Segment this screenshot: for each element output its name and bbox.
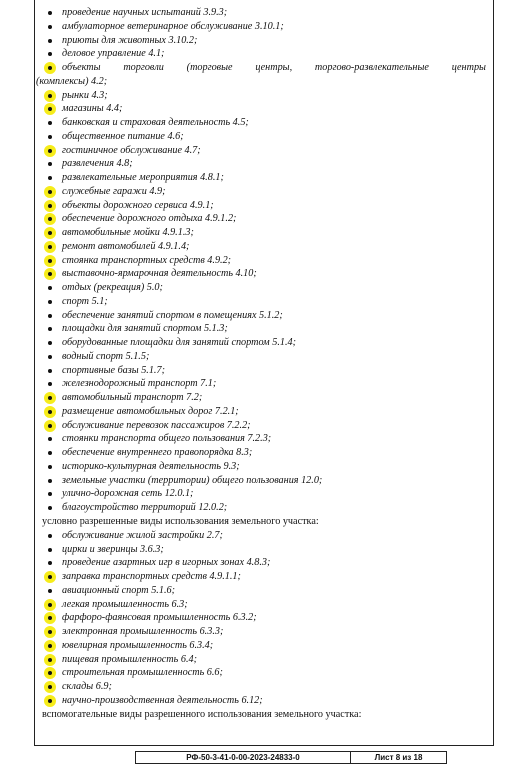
list-item (38, 611, 488, 625)
list-item (38, 212, 488, 226)
list-item-text: стоянки транспорта общего пользования 7.2.3; (62, 433, 272, 445)
list-item-text: приюты для животных 3.10.2; (62, 34, 198, 46)
list-item (38, 267, 488, 281)
list-item-text: электронная промышленность 6.3.3; (62, 626, 224, 637)
list-item (38, 336, 488, 350)
list-item-text: площадки для занятий спортом 5.1.3; (62, 323, 228, 335)
list-item-text: объекты торговли (торговые центры, торгово-развлекательные центры (62, 62, 486, 73)
list-item (38, 639, 488, 653)
list-item-text: проведение азартных игр в игорных зонах 4.8.3; (62, 557, 271, 569)
list-item (38, 61, 488, 89)
list-item (38, 350, 488, 364)
list-item-text: обеспечение дорожного отдыха 4.9.1.2; (62, 213, 237, 225)
list-item (38, 171, 488, 185)
list-item-text: гостиничное обслуживание 4.7; (62, 144, 201, 156)
list-item (38, 487, 488, 501)
list-item-text: банковская и страховая деятельность 4.5; (62, 117, 249, 128)
list-item-text: развлекательные мероприятия 4.8.1; (62, 172, 224, 183)
list-item (38, 116, 488, 130)
document-footer (135, 751, 447, 764)
list-item-text: благоустройство территорий 12.0.2; (62, 502, 228, 513)
list-item (38, 598, 488, 612)
list-item-text: строительная промышленность 6.6; (62, 667, 223, 679)
list-item-text: цирки и зверинцы 3.6.3; (62, 543, 164, 555)
list-item (38, 446, 488, 460)
list-item-text: обеспечение внутреннего правопорядка 8.3; (62, 447, 253, 458)
list-item (38, 556, 488, 570)
sheet-number: Лист 8 из 18 (374, 753, 423, 762)
list-item-text: обслуживание жилой застройки 2.7; (62, 529, 223, 541)
list-item (38, 6, 488, 20)
list-item-text: обеспечение занятий спортом в помещениях 5.1.2; (62, 309, 283, 321)
list-item (38, 543, 488, 557)
list-item-text: амбулаторное ветеринарное обслуживание 3.10.1; (62, 20, 284, 32)
list-item-text: служебные гаражи 4.9; (62, 185, 166, 197)
section-heading-auxiliary: вспомогательные виды разрешенного использования земельного участка: (42, 708, 362, 720)
list-item (38, 694, 488, 708)
list-item-text: научно-производственная деятельность 6.12; (62, 694, 263, 706)
list-item (38, 405, 488, 419)
list-item (38, 157, 488, 171)
list-item-text: ювелирная промышленность 6.3.4; (62, 639, 214, 651)
list-item (38, 460, 488, 474)
list-item (38, 281, 488, 295)
list-item-text: спорт 5.1; (62, 295, 108, 307)
list-item (38, 34, 488, 48)
list-item (38, 254, 488, 268)
list-item (38, 377, 488, 391)
list-item (38, 625, 488, 639)
list-item-text: магазины 4.4; (62, 103, 123, 115)
list-item (38, 185, 488, 199)
list-item (38, 295, 488, 309)
list-item-text: земельные участки (территории) общего пользования 12.0; (62, 474, 323, 486)
list-item (38, 47, 488, 61)
bullet-icon (48, 66, 52, 70)
list-item-text: железнодорожный транспорт 7.1; (62, 378, 217, 390)
list-item-text: общественное питание 4.6; (62, 130, 184, 142)
list-item (38, 364, 488, 378)
list-item (38, 309, 488, 323)
document-code: РФ-50-3-41-0-00-2023-24833-0 (136, 752, 351, 763)
list-item (38, 419, 488, 433)
list-item (38, 102, 488, 116)
list-item (38, 322, 488, 336)
list-item (38, 89, 488, 103)
list-item (38, 584, 488, 598)
list-item-text: автомобильные мойки 4.9.1.3; (62, 227, 194, 238)
document-body (38, 6, 488, 722)
list-item (38, 501, 488, 515)
list-item-text: деловое управление 4.1; (62, 48, 165, 60)
list-item-text: пищевая промышленность 6.4; (62, 653, 197, 665)
list-item (38, 240, 488, 254)
list-item-text: проведение научных испытаний 3.9.3; (62, 7, 228, 18)
list-item (38, 570, 488, 584)
list-item-text: историко-культурная деятельность 9.3; (62, 460, 240, 472)
list-item-text: водный спорт 5.1.5; (62, 350, 150, 362)
list-item-text: авиационный спорт 5.1.6; (62, 584, 175, 596)
list-item (38, 432, 488, 446)
list-item-text-continuation: (комплексы) 4.2; (36, 75, 108, 87)
list-item-text: размещение автомобильных дорог 7.2.1; (62, 405, 239, 417)
list-item (38, 199, 488, 213)
list-item-text: оборудованные площадки для занятий спортом 5.1.4; (62, 337, 296, 348)
list-item (38, 144, 488, 158)
list-item (38, 391, 488, 405)
list-item-text: автомобильный транспорт 7.2; (62, 392, 203, 403)
list-item (38, 226, 488, 240)
list-item (38, 474, 488, 488)
list-item-text: улично-дорожная сеть 12.0.1; (62, 488, 194, 500)
list-item-text: обслуживание перевозок пассажиров 7.2.2; (62, 419, 251, 431)
section-heading-conditional: условно разрешенные виды использования земельного участка: (42, 515, 319, 527)
list-item (38, 130, 488, 144)
list-item-text: стоянка транспортных средств 4.9.2; (62, 254, 232, 266)
permitted-uses-list (38, 6, 488, 515)
list-item-text: рынки 4.3; (62, 89, 108, 101)
list-item-text: ремонт автомобилей 4.9.1.4; (62, 240, 190, 252)
list-item (38, 680, 488, 694)
list-item-text: фарфоро-фаянсовая промышленность 6.3.2; (62, 612, 257, 624)
list-item-text: отдых (рекреация) 5.0; (62, 282, 163, 293)
list-item (38, 20, 488, 34)
list-item-text: выставочно-ярмарочная деятельность 4.10; (62, 268, 257, 280)
list-item (38, 529, 488, 543)
list-item (38, 666, 488, 680)
list-item-text: объекты дорожного сервиса 4.9.1; (62, 199, 214, 211)
list-item-text: развлечения 4.8; (62, 158, 133, 170)
list-item-text: заправка транспортных средств 4.9.1.1; (62, 571, 241, 582)
list-item-text: склады 6.9; (62, 681, 112, 692)
list-item (38, 653, 488, 667)
conditional-uses-list (38, 529, 488, 708)
list-item-text: легкая промышленность 6.3; (62, 598, 188, 610)
list-item-text: спортивные базы 5.1.7; (62, 364, 165, 376)
